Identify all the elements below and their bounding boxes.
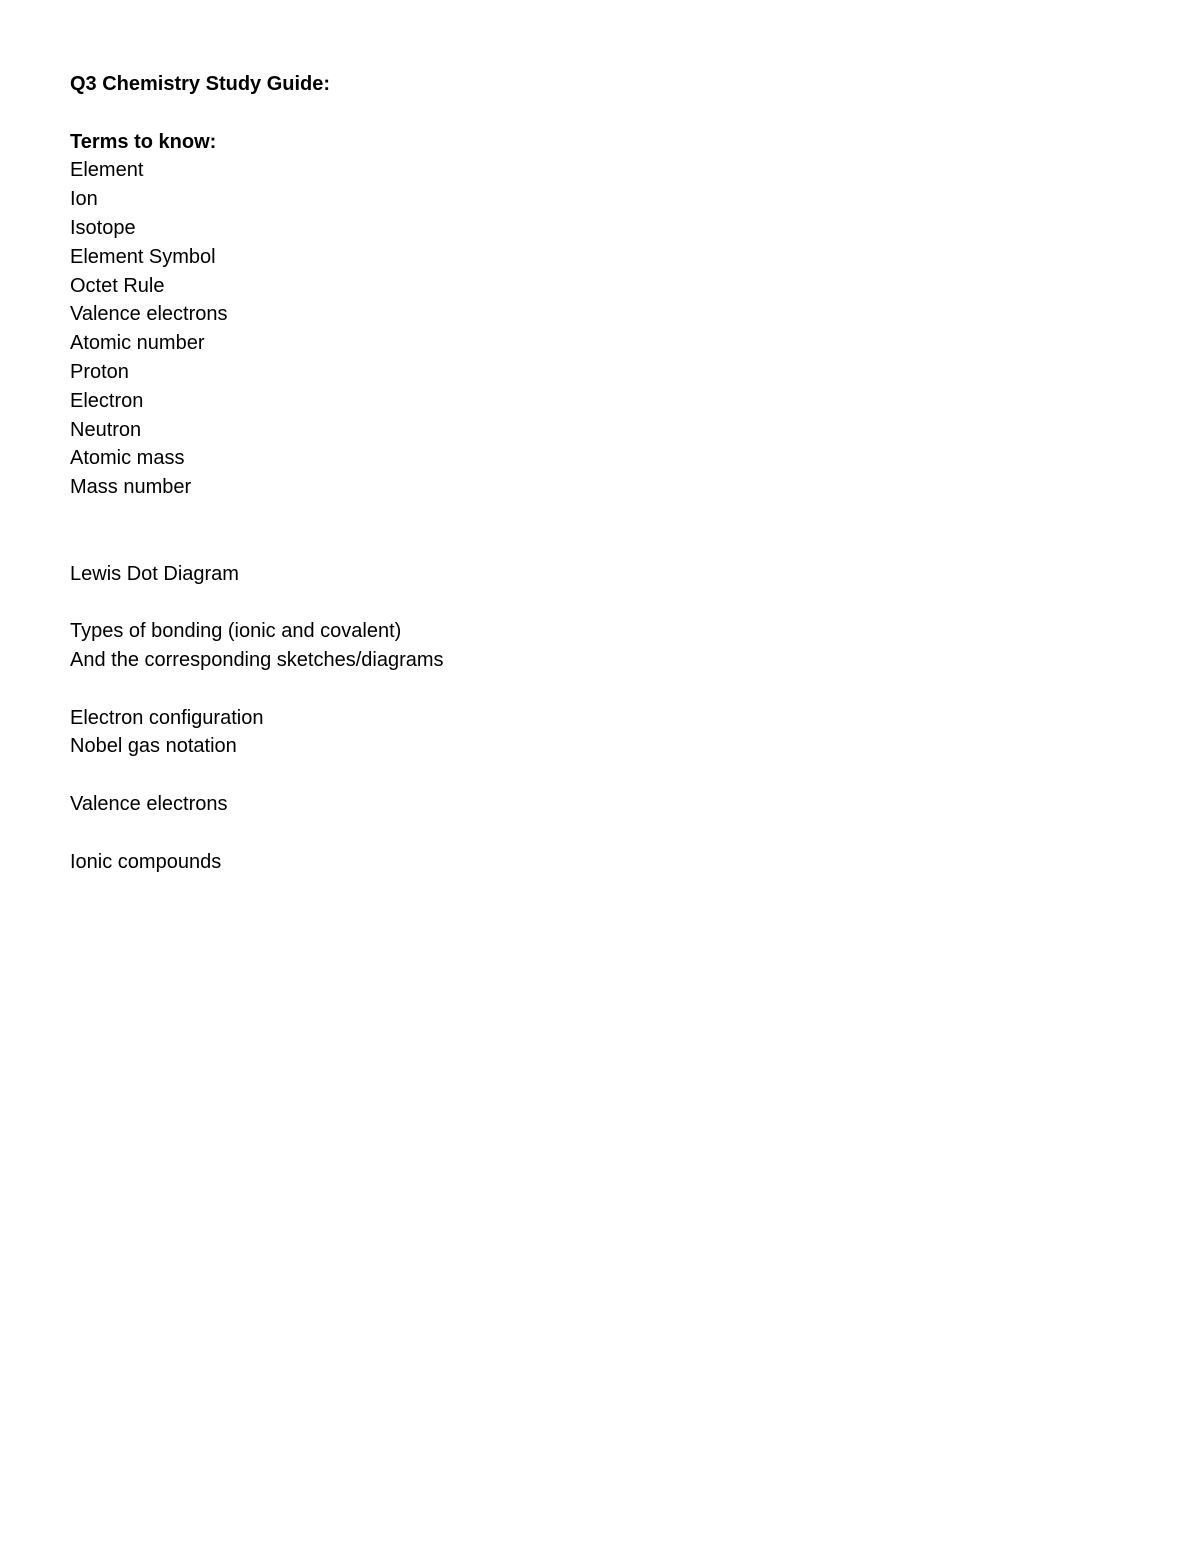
term-item: Valence electrons: [70, 303, 228, 326]
blank-line: [70, 588, 1070, 617]
term-item: Element Symbol: [70, 245, 216, 268]
terms-heading: Terms to know:: [70, 130, 217, 153]
topic-ionic-compounds: Ionic compounds: [70, 850, 222, 873]
blank-line: [70, 531, 1070, 560]
blank-line: [70, 502, 1070, 531]
term-item: Isotope: [70, 216, 136, 239]
blank-line: [70, 99, 1070, 128]
document-title: Q3 Chemistry Study Guide:: [70, 73, 331, 95]
term-item: Electron: [70, 389, 144, 412]
term-item: Neutron: [70, 418, 142, 441]
topic-lewis: Lewis Dot Diagram: [70, 562, 239, 585]
document-body: [70, 70, 1070, 876]
topic-bonding: Types of bonding (ionic and covalent): [70, 620, 402, 643]
term-item: Ion: [70, 188, 98, 211]
term-item: Octet Rule: [70, 274, 165, 297]
topic-electron-configuration: Electron configuration: [70, 706, 264, 729]
terms-list: [70, 156, 1070, 502]
topic-noble-gas-notation: Nobel gas notation: [70, 735, 237, 758]
term-item: Atomic number: [70, 332, 205, 355]
blank-line: [70, 819, 1070, 848]
blank-line: [70, 675, 1070, 704]
term-item: Proton: [70, 360, 129, 383]
term-item: Element: [70, 159, 144, 182]
blank-line: [70, 761, 1070, 790]
topic-valence-electrons: Valence electrons: [70, 792, 228, 815]
topic-bonding-detail: And the corresponding sketches/diagrams: [70, 648, 444, 671]
term-item: Atomic mass: [70, 447, 185, 470]
term-item: Mass number: [70, 476, 192, 499]
